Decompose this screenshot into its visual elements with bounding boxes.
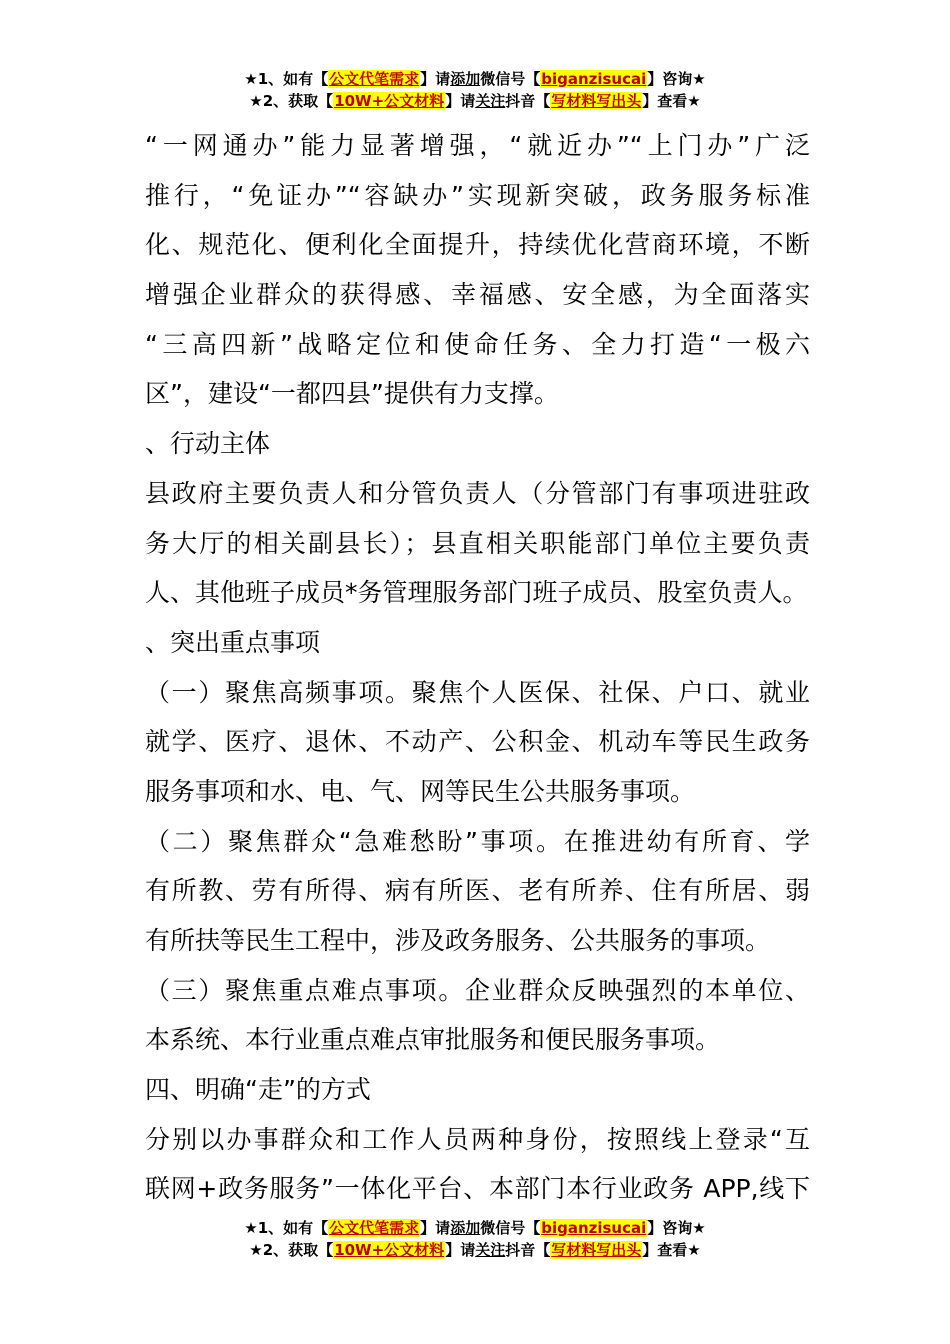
- body-line: 增强企业群众的获得感、幸福感、安全感，为全面落实: [145, 280, 810, 310]
- body-line: “三高四新”战略定位和使命任务、全力打造“一极六: [145, 329, 810, 359]
- banner-underlined: 关注: [475, 92, 506, 110]
- banner-underlined: 关注: [475, 1241, 506, 1259]
- banner-text: 抖音【: [505, 1241, 551, 1259]
- body-line: （二）聚焦群众“急难愁盼”事项。在推进幼有所育、学: [145, 826, 810, 856]
- body-line: 有所扶等民生工程中，涉及政务服务、公共服务的事项。: [145, 926, 771, 955]
- body-line: 县政府主要负责人和分管负责人（分管部门有事项进驻政: [145, 478, 810, 508]
- body-line: 分别以办事群众和工作人员两种身份，按照线上登录“互: [145, 1124, 810, 1154]
- body-line: 联网+政务服务”一体化平台、本部门本行业政务 APP,线下: [145, 1174, 810, 1204]
- banner-highlight: 公文代笔需求: [329, 70, 420, 88]
- body-line: 有所教、劳有所得、病有所医、老有所养、住有所居、弱: [145, 876, 810, 906]
- banner-highlight: 公文代笔需求: [329, 1219, 420, 1237]
- body-line: 就学、医疗、退休、不动产、公积金、机动车等民生政务: [145, 727, 810, 757]
- banner-text: 抖音【: [505, 92, 551, 110]
- body-line: 推行，“免证办”“容缺办”实现新突破，政务服务标准: [145, 180, 810, 210]
- body-line: “一网通办”能力显著增强，“就近办”“上门办”广泛: [145, 131, 810, 160]
- banner-highlight: 写材料写出头: [551, 92, 642, 110]
- section-heading: 、突出重点事项: [145, 627, 321, 657]
- banner-text: ★1、如有【: [244, 70, 329, 88]
- header-banner: [0, 68, 950, 112]
- banner-highlight: 10W+公文材料: [334, 1241, 445, 1259]
- banner-highlight: 写材料写出头: [551, 1241, 642, 1259]
- banner-text: ★1、如有【: [244, 1219, 329, 1237]
- banner-line-2: [0, 90, 950, 112]
- banner-text: 】查看★: [642, 92, 701, 110]
- banner-underlined: 添加: [450, 70, 481, 88]
- banner-line-2: [0, 1239, 950, 1261]
- banner-line-1: [0, 1217, 950, 1239]
- banner-text: 微信号【: [480, 70, 541, 88]
- body-line: 本系统、本行业重点难点审批服务和便民服务事项。: [145, 1025, 721, 1055]
- banner-text: 】请: [445, 1241, 476, 1259]
- banner-text: 微信号【: [480, 1219, 541, 1237]
- section-heading: 、行动主体: [145, 429, 271, 459]
- body-line: 区”，建设“一都四县”提供有力支撑。: [145, 379, 559, 409]
- banner-text: 】请: [445, 92, 476, 110]
- banner-text: ★2、获取【: [249, 92, 334, 110]
- body-line: 人、其他班子成员*务管理服务部门班子成员、股室负责人。: [145, 578, 808, 608]
- body-line: 服务事项和水、电、气、网等民生公共服务事项。: [145, 776, 696, 806]
- banner-highlight: biganzisucai: [541, 1219, 647, 1237]
- body-line: （三）聚焦重点难点事项。企业群众反映强烈的本单位、: [145, 975, 810, 1005]
- body-line: 务大厅的相关副县长）；县直相关职能部门单位主要负责: [145, 528, 810, 558]
- banner-text: 】请: [420, 70, 451, 88]
- banner-text: ★2、获取【: [249, 1241, 334, 1259]
- body-line: （一）聚焦高频事项。聚焦个人医保、社保、户口、就业: [145, 677, 810, 707]
- banner-highlight: biganzisucai: [541, 70, 647, 88]
- banner-text: 】查看★: [642, 1241, 701, 1259]
- banner-text: 】咨询★: [647, 70, 706, 88]
- footer-banner: [0, 1217, 950, 1261]
- banner-underlined: 添加: [450, 1219, 481, 1237]
- section-heading: 四、明确“走”的方式: [145, 1075, 371, 1105]
- banner-highlight: 10W+公文材料: [334, 92, 445, 110]
- banner-text: 】请: [420, 1219, 451, 1237]
- banner-text: 】咨询★: [647, 1219, 706, 1237]
- body-line: 化、规范化、便利化全面提升，持续优化营商环境，不断: [145, 230, 810, 260]
- document-body: [145, 121, 810, 1214]
- banner-line-1: [0, 68, 950, 90]
